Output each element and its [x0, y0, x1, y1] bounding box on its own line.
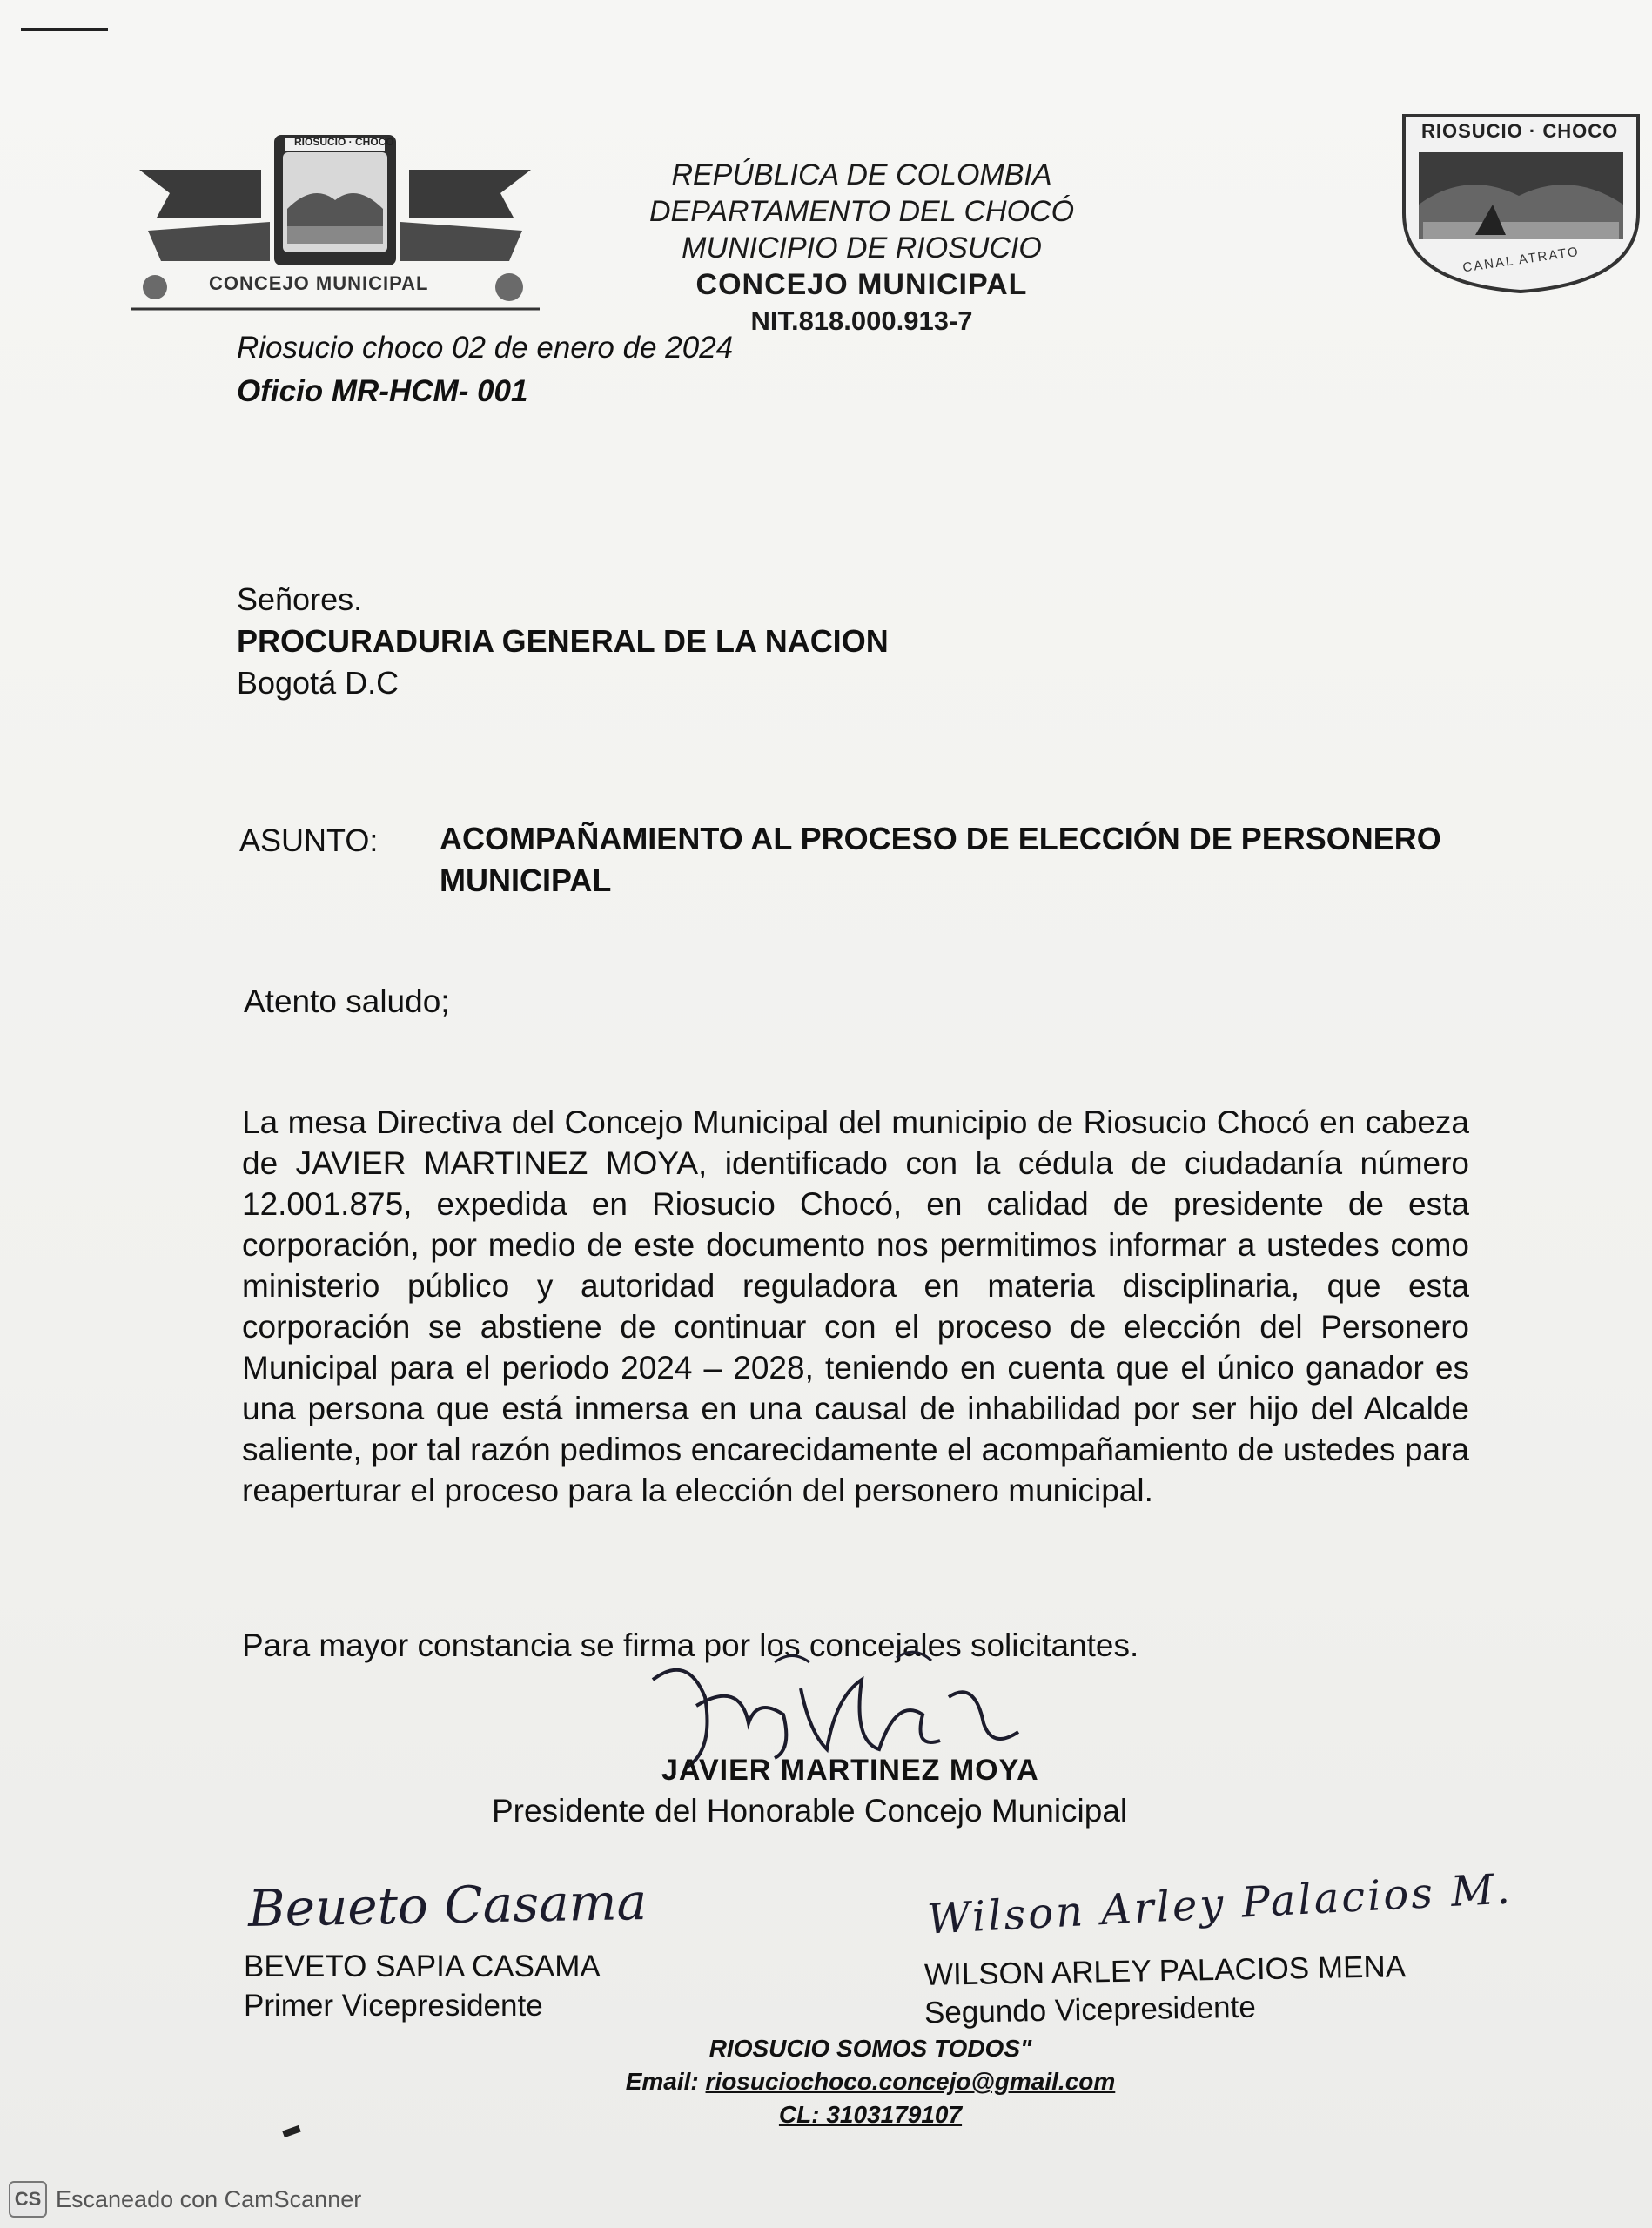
letterhead-nit: NIT.818.000.913-7: [750, 305, 973, 336]
letter-oficio-number: Oficio MR-HCM- 001: [237, 374, 528, 408]
riosucio-seal-arc: CANAL ATRATO: [1461, 244, 1581, 276]
footer-phone: CL: 3103179107: [778, 2101, 963, 2128]
camscanner-text: Escaneado con CamScanner: [56, 2185, 362, 2212]
pen-mark: [282, 2125, 301, 2137]
letter-date: Riosucio choco 02 de enero de 2024: [237, 331, 734, 365]
riosucio-seal: [1397, 109, 1645, 296]
subject-label: ASUNTO:: [239, 822, 379, 858]
riosucio-seal-label: RIOSUCIO · CHOCO: [1421, 120, 1619, 142]
letterhead-line: DEPARTAMENTO DEL CHOCÓ: [648, 195, 1075, 228]
second-vp-role: Segundo Vicepresidente: [923, 1990, 1257, 2030]
concejo-logo: [131, 131, 540, 313]
footer: [522, 2032, 1219, 2131]
letterhead-org: CONCEJO MUNICIPAL: [695, 268, 1028, 301]
footer-email-line: [522, 2065, 1219, 2098]
concejo-logo-small-label: RIOSUCIO · CHOCO: [294, 136, 394, 148]
subject-line: MUNICIPAL: [440, 862, 612, 898]
letterhead-line: REPÚBLICA DE COLOMBIA: [671, 158, 1052, 191]
president-role: Presidente del Honorable Concejo Municipal: [492, 1793, 1128, 1829]
first-vp-name: BEVETO SAPIA CASAMA: [244, 1950, 601, 1983]
second-vp-name: WILSON ARLEY PALACIOS MENA: [923, 1950, 1407, 1992]
subject-line: ACOMPAÑAMIENTO AL PROCESO DE ELECCIÓN DE PERSONERO: [440, 821, 1441, 856]
camscanner-icon: CS: [9, 2181, 47, 2218]
letter-body: La mesa Directiva del Concejo Municipal del municipio de Riosucio Chocó en cabeza de JAVIER MARTINEZ MOYA, identificado con la cédula de ciudadanía número 12.001.875, expedida en Riosucio Chocó, en calidad de presidente de esta corporación, por medio de este documento nos permitimos informar a ustedes como ministerio público y autoridad reguladora en materia disciplinaria, que esta corporación se abstiene de continuar con el proceso de elección del Personero Municipal para el periodo 2024 – 2028, teniendo en cuenta que el único ganador es una persona que está inmersa en una causal de inhabilidad por ser hijo del Alcalde saliente, por tal razón pedimos encarecidamente el acompañamiento de ustedes para reaperturar el proceso para la elección del personero municipal.: [242, 1104, 1469, 1508]
subject-text: [440, 818, 1484, 902]
recipient-name: PROCURADURIA GENERAL DE LA NACION: [237, 623, 889, 659]
recipient-block: [237, 579, 889, 704]
camscanner-watermark: [9, 2181, 361, 2218]
second-vp-signature: Wilson Arley Palacios M.: [925, 1864, 1514, 1944]
president-name: JAVIER MARTINEZ MOYA: [661, 1754, 1039, 1787]
letter-closing: Para mayor constancia se firma por los concejales solicitantes.: [242, 1627, 1139, 1663]
letterhead: [601, 157, 1123, 339]
recipient-city: Bogotá D.C: [237, 665, 400, 701]
concejo-logo-label: CONCEJO MUNICIPAL: [209, 272, 429, 294]
top-mark: [21, 28, 108, 31]
footer-email: riosuciochoco.concejo@gmail.com: [705, 2068, 1116, 2095]
footer-motto: RIOSUCIO SOMOS TODOS": [708, 2035, 1032, 2062]
first-vp-signature: Beueto Casama: [247, 1872, 648, 1938]
letterhead-line: MUNICIPIO DE RIOSUCIO: [682, 232, 1042, 265]
first-vp-role: Primer Vicepresidente: [244, 1989, 543, 2023]
greeting: Atento saludo;: [244, 983, 450, 1019]
salutation: Señores.: [237, 581, 363, 617]
footer-email-label: Email:: [625, 2068, 699, 2095]
